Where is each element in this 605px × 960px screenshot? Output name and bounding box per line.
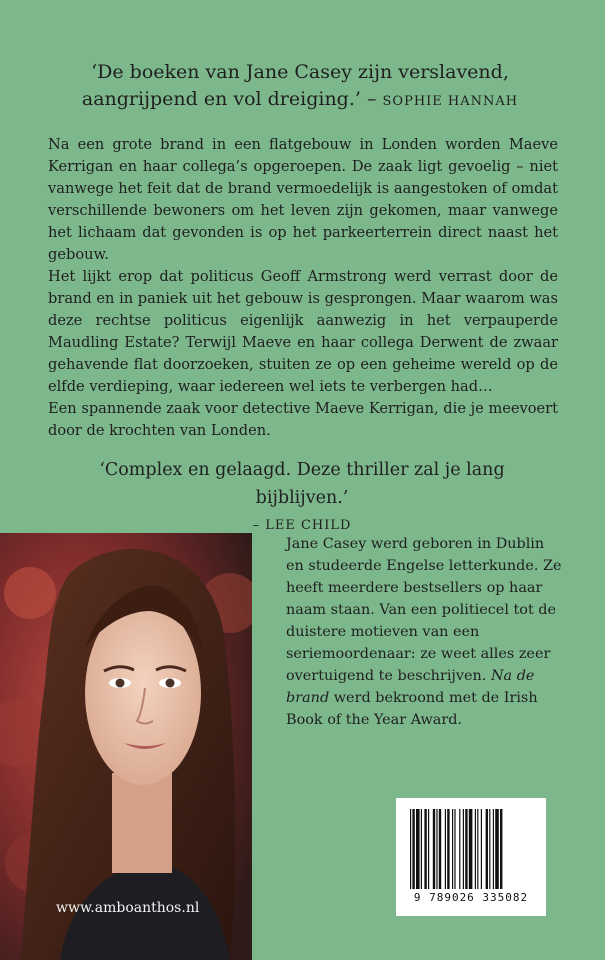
- barcode-bar: [445, 809, 446, 889]
- bottom-quote-text: ‘Complex en gelaagd. Deze thriller zal je lang bijblijven.’: [99, 460, 505, 508]
- barcode-bar: [463, 809, 464, 889]
- isbn-barcode: [396, 798, 546, 916]
- barcode-bar: [433, 809, 435, 889]
- top-quote-dash: –: [360, 88, 383, 110]
- barcode-bar: [447, 809, 449, 889]
- book-blurb: [48, 134, 558, 442]
- top-quote-text: aangrijpend en vol dreiging.’: [81, 88, 361, 110]
- barcode-bar: [486, 809, 488, 889]
- blurb-paragraph-2: Het lijkt erop dat politicus Geoff Armstrong werd verrast door de brand en in paniek uit het gebouw is gesprongen. Maar waarom was deze rechtse politicus eigenlijk aanwezig in het verpauperde Maudling Estate? Terwijl Maeve en haar collega Derwent de zwaar gehavende flat doorzoeken, stuiten ze op een geheime wereld op de elfde verdieping, waar iedereen wel iets te verbergen had…: [48, 268, 558, 395]
- barcode-bar: [493, 809, 494, 889]
- barcode-bar: [436, 809, 437, 889]
- isbn-number: 9 789026 335082: [413, 891, 529, 904]
- barcode-bar: [465, 809, 467, 889]
- barcode-bar: [481, 809, 482, 889]
- barcode-bar: [424, 809, 426, 889]
- barcode-bar: [477, 809, 478, 889]
- bio-lead: Jane Casey werd geboren in Dublin en studeerde Engelse letterkunde. Ze heeft meerdere bestsellers op haar naam staan. Van een politiecel tot de duistere motieven van een seriemoordenaar: ze weet alles zeer overtuigend te beschrijven.: [286, 536, 562, 684]
- barcode-bars: [410, 809, 532, 889]
- blurb-paragraph-1: Na een grote brand in een flatgebouw in Londen worden Maeve Kerrigan en haar collega’s opgeroepen. De zaak ligt gevoelig – niet vanwege het feit dat de brand vermoedelijk is aangestoken of omdat verschillende bewoners om het leven zijn gekomen, maar vanwege het lichaam dat gevonden is op het parkeerterrein direct naast het gebouw.: [48, 136, 558, 263]
- barcode-bar: [469, 809, 473, 889]
- barcode-bar: [410, 809, 411, 889]
- blurb-paragraph-3: Een spannende zaak voor detective Maeve Kerrigan, die je meevoert door de krochten van Londen.: [48, 400, 559, 439]
- barcode-bar: [475, 809, 476, 889]
- top-quote-line-2: [60, 86, 540, 115]
- barcode-bar: [439, 809, 441, 889]
- barcode-bar: [459, 809, 460, 889]
- bottom-quote-author: – LEE CHILD: [252, 518, 352, 533]
- barcode-bar: [500, 809, 502, 889]
- top-quote-line-1: ‘De boeken van Jane Casey zijn verslavend,: [91, 61, 509, 83]
- barcode-bar: [421, 809, 422, 889]
- publisher-website[interactable]: www.amboanthos.nl: [56, 900, 200, 916]
- author-bio: [286, 533, 562, 731]
- barcode-bar: [412, 809, 414, 889]
- barcode-bar: [416, 809, 420, 889]
- barcode-bar: [489, 809, 490, 889]
- top-quote-author: SOPHIE HANNAH: [382, 94, 519, 109]
- barcode-bar: [454, 809, 455, 889]
- author-photo: [0, 533, 252, 960]
- barcode-bar: [495, 809, 499, 889]
- bio-tail: werd bekroond met de Irish Book of the Year Award.: [286, 690, 538, 728]
- bio-book-title: Na de brand: [286, 668, 535, 706]
- top-review-quote: [60, 59, 540, 115]
- barcode-bar: [428, 809, 429, 889]
- bottom-review-quote: [60, 456, 544, 540]
- barcode-bar: [452, 809, 453, 889]
